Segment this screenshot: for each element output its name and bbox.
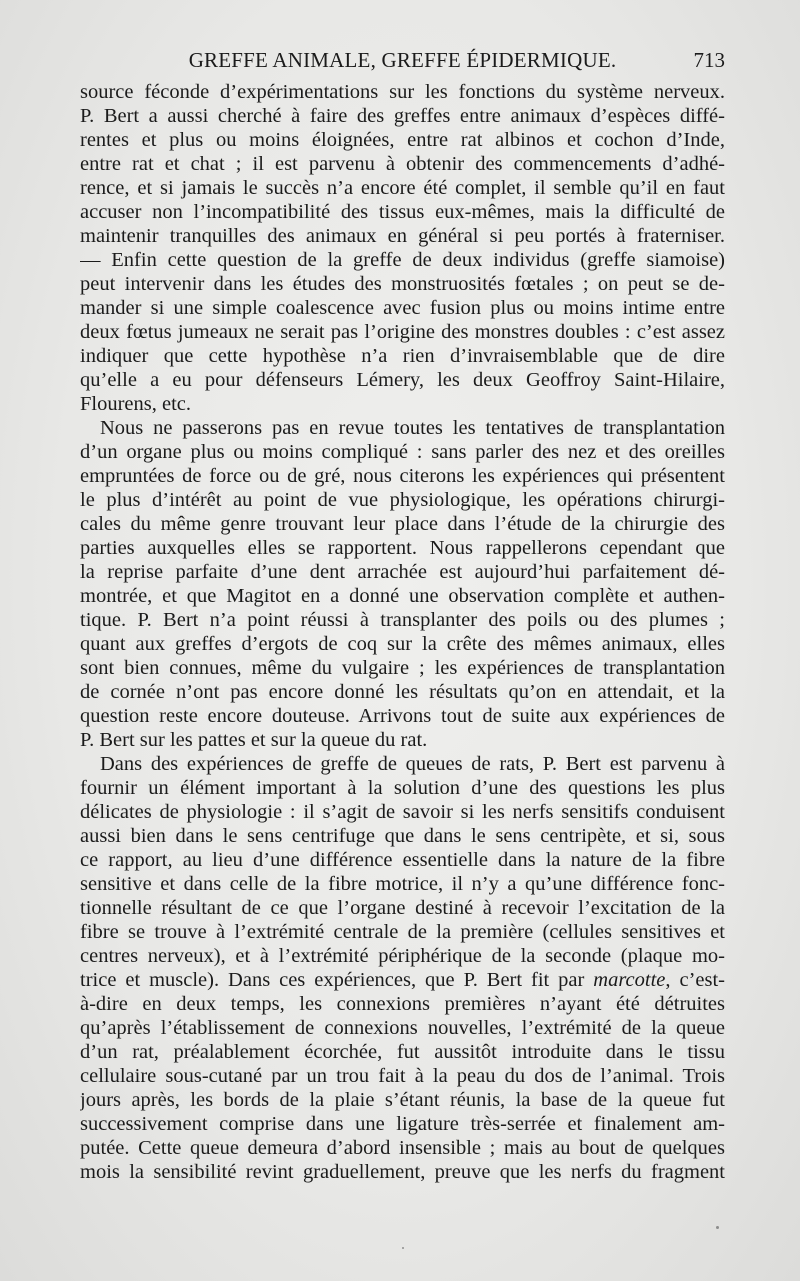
text-line: d’un organe plus ou moins compliqué : sans parler des nez et des oreilles xyxy=(80,441,725,463)
text-line: deux fœtus jumeaux ne serait pas l’origine des monstres doubles : c’est assez xyxy=(80,321,725,343)
paragraph-end-line: P. Bert sur les pattes et sur la queue du rat. xyxy=(80,729,428,751)
text-line: mois la sensibilité revint graduellement, preuve que les nerfs du fragment xyxy=(80,1161,725,1183)
page-header xyxy=(80,46,725,76)
text-line: qu’après l’établissement de connexions nouvelles, l’extrémité de la queue xyxy=(80,1017,725,1039)
text-line: cales du même genre trouvant leur place dans l’étude de la chirurgie des xyxy=(80,513,725,535)
text-line: putée. Cette queue demeura d’abord insensible ; mais au bout de quelques xyxy=(80,1137,725,1159)
text-line: tique. P. Bert n’a point réussi à transplanter des poils ou des plumes ; xyxy=(80,609,725,631)
text-line: de cornée n’ont pas encore donné les résultats qu’on en attendait, et la xyxy=(80,681,725,703)
text-line: source féconde d’expérimentations sur les fonctions du système nerveux. xyxy=(80,81,725,103)
text-line: sensitive et dans celle de la fibre motrice, il n’y a qu’une différence fonc- xyxy=(80,873,725,895)
text-line: aussi bien dans le sens centrifuge que dans le sens centripète, et si, sous xyxy=(80,825,725,847)
text-line: sont bien connues, même du vulgaire ; les expériences de transplantation xyxy=(80,657,725,679)
text-line: accuser non l’incompatibilité des tissus eux-mêmes, mais la difficulté de xyxy=(80,201,725,223)
text-line: parties auxquelles elles se rapportent. Nous rappellerons cependant que xyxy=(80,537,725,559)
text-line: fibre se trouve à l’extrémité centrale de la première (cellules sensitives et xyxy=(80,921,725,943)
text-line: montrée, et que Magitot en a donné une observation complète et authen- xyxy=(80,585,725,607)
body-text xyxy=(80,80,725,1184)
text-line: cellulaire sous-cutané par un trou fait à la peau du dos de l’animal. Trois xyxy=(80,1065,725,1087)
text-line: jours après, les bords de la plaie s’étant réunis, la base de la queue fut xyxy=(80,1089,725,1111)
paper-speck xyxy=(716,1226,719,1229)
text-line: successivement comprise dans une ligature très-serrée et finalement am- xyxy=(80,1113,725,1135)
text-line: d’un rat, préalablement écorchée, fut aussitôt introduite dans le tissu xyxy=(80,1041,725,1063)
text-line: ce rapport, au lieu d’une différence essentielle dans la nature de la fibre xyxy=(80,849,725,871)
text-line-with-italic xyxy=(80,968,725,992)
paper-speck xyxy=(402,1247,404,1249)
text-line: qu’elle a eu pour défenseurs Lémery, les deux Geoffroy Saint-Hilaire, xyxy=(80,369,725,391)
text-line: empruntées de force ou de gré, nous citerons les expériences qui présentent xyxy=(80,465,725,487)
text-line: rence, et si jamais le succès n’a encore été complet, il semble qu’il en faut xyxy=(80,177,725,199)
text-line: mander si une simple coalescence avec fusion plus ou moins intime entre xyxy=(80,297,725,319)
text-line: rentes et plus ou moins éloignées, entre rat albinos et cochon d’Inde, xyxy=(80,129,725,151)
text-line: maintenir tranquilles des animaux en général si peu portés à fraterniser. xyxy=(80,225,725,247)
italic-term: marcotte xyxy=(593,969,666,991)
text-line: entre rat et chat ; il est parvenu à obtenir des commencements d’adhé- xyxy=(80,153,725,175)
text-segment: , c’est- xyxy=(665,969,725,991)
paragraph-start-line: Nous ne passerons pas en revue toutes les tentatives de transplantation xyxy=(100,417,725,439)
text-line: — Enfin cette question de la greffe de deux individus (greffe siamoise) xyxy=(80,249,725,271)
text-line: à-dire en deux temps, les connexions premières n’ayant été détruites xyxy=(80,993,725,1015)
text-line: la reprise parfaite d’une dent arrachée est aujourd’hui parfaitement dé- xyxy=(80,561,725,583)
text-segment: trice et muscle). Dans ces expériences, que P. Bert fit par xyxy=(80,969,594,991)
text-line: indiquer que cette hypothèse n’a rien d’invraisemblable que de dire xyxy=(80,345,725,367)
text-line: tionnelle résultant de ce que l’organe destiné à recevoir l’excitation de la xyxy=(80,897,725,919)
text-line: peut intervenir dans les études des monstruosités fœtales ; on peut se de- xyxy=(80,273,725,295)
text-line: P. Bert a aussi cherché à faire des greffes entre animaux d’espèces diffé- xyxy=(80,105,725,127)
paragraph-end-line: Flourens, etc. xyxy=(80,393,192,415)
text-line: le plus d’intérêt au point de vue physiologique, les opérations chirurgi- xyxy=(80,489,725,511)
paragraph-start-line: Dans des expériences de greffe de queues de rats, P. Bert est parvenu à xyxy=(100,753,725,775)
text-line: centres nerveux), et à l’extrémité périphérique de la seconde (plaque mo- xyxy=(80,945,725,967)
page-number: 713 xyxy=(693,48,725,72)
text-line: délicates de physiologie : il s’agit de savoir si les nerfs sensitifs conduisent xyxy=(80,801,725,823)
text-line: question reste encore douteuse. Arrivons tout de suite aux expériences de xyxy=(80,705,725,727)
running-head: GREFFE ANIMALE, GREFFE ÉPIDERMIQUE. xyxy=(188,48,617,72)
text-line: fournir un élément important à la solution d’une des questions les plus xyxy=(80,777,725,799)
text-line: quant aux greffes d’ergots de coq sur la crête des mêmes animaux, elles xyxy=(80,633,725,655)
